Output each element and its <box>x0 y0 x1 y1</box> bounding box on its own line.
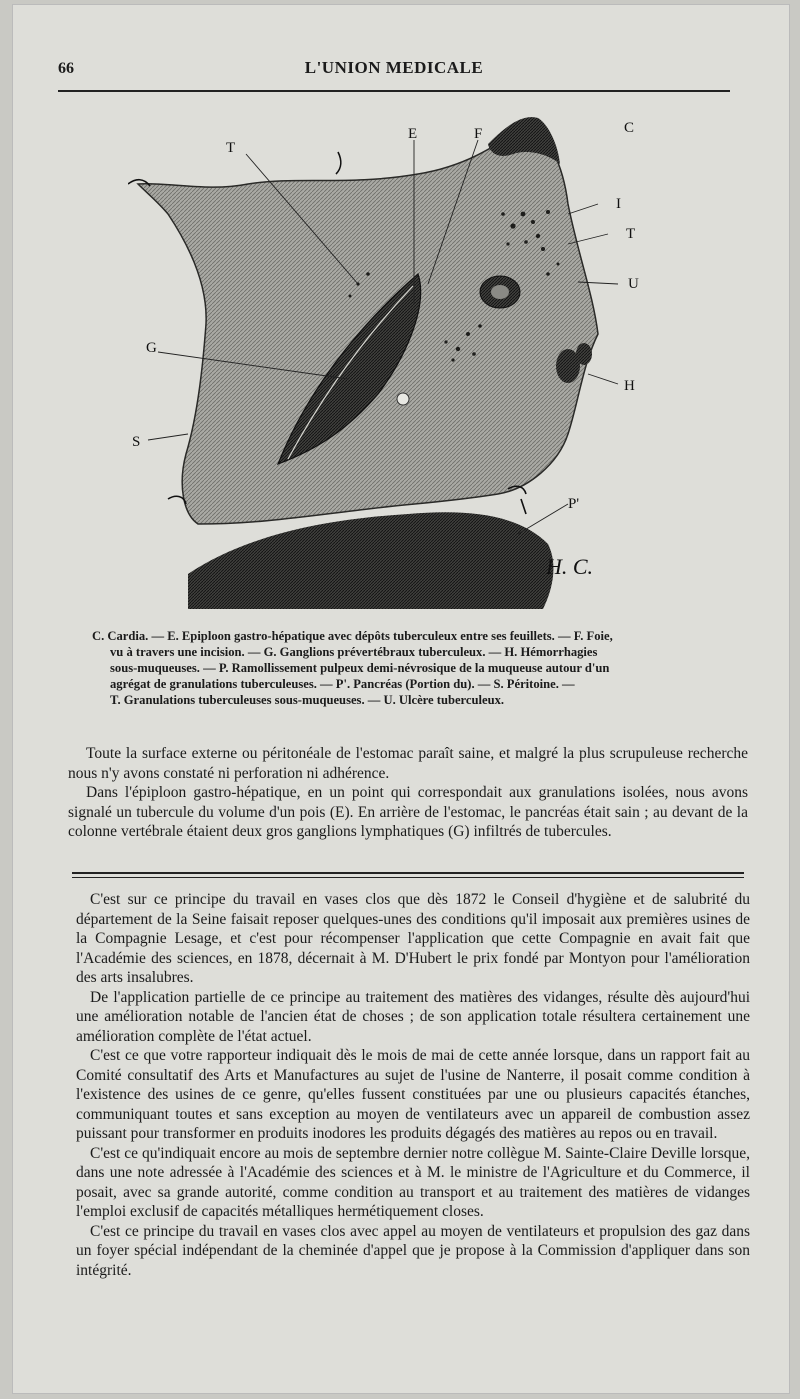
paragraph: De l'application partielle de ce principe au traitement des matières des vidanges, résulte dès aujourd'hui une amélioration notable de l'ancien état de choses ; de son application totale résultera certainement une amélioration complète de l'état actuel. <box>76 988 750 1045</box>
figure-label-t: T <box>226 140 236 156</box>
figure-label-e: E <box>408 126 418 142</box>
figure-label-u: U <box>628 276 639 292</box>
page-number: 66 <box>58 60 74 77</box>
figure-label-s: S <box>132 434 141 450</box>
header-rule <box>58 90 730 92</box>
paragraph: C'est ce qu'indiquait encore au mois de septembre dernier notre collègue M. Sainte-Claire Deville lorsque, dans une note adressée à l'Académie des sciences et à M. le ministre de l'Agriculture et du Commerce, il posait, avec sa grande autorité, comme condition au transport et au traitement des matières de vidanges l'emploi exclusif de capacités métalliques hermétiquement closes. <box>76 1144 750 1220</box>
anatomical-engraving <box>128 104 648 614</box>
caption-line: vu à travers une incision. — G. Ganglions prévertébraux tuberculeux. — H. Hémorrhagies <box>110 645 598 659</box>
caption-line: T. Granulations tuberculeuses sous-muqueuses. — U. Ulcère tuberculeux. <box>110 693 505 707</box>
pancreas-shape <box>188 512 553 609</box>
section-rule-thin <box>72 877 744 878</box>
figure-label-c: C <box>624 120 635 136</box>
engraver-signature: H. C. <box>546 554 594 579</box>
caption-line: C. Cardia. — E. Epiploon gastro-hépatique avec dépôts tuberculeux entre ses feuillets. — F. Foie, <box>92 629 613 643</box>
caption-line: sous-muqueuses. — P. Ramollissement pulpeux demi-névrosique de la muqueuse autour d'un <box>110 661 610 675</box>
figure-label-f: F <box>474 126 483 142</box>
figure-label-h: H <box>624 378 635 394</box>
figure-label-g: G <box>146 340 157 356</box>
figure-label-i: I <box>616 196 621 212</box>
paragraph: C'est ce principe du travail en vases clos avec appel au moyen de ventilateurs et propulsion des gaz dans un foyer spécial indépendant de la cheminée d'appel que je propose à la Commission d'appliquer dans son intégrité. <box>76 1222 750 1279</box>
figure-caption <box>92 628 732 708</box>
figure-label-p-prime: P' <box>568 496 580 512</box>
running-title: L'UNION MEDICALE <box>304 58 484 77</box>
paragraph: C'est ce que votre rapporteur indiquait dès le mois de mai de cette année lorsque, dans un rapport fait au Comité consultatif des Arts et Manufactures au sujet de l'usine de Nanterre, il posait comme condition à l'existence des usines de ce genre, qu'elles fussent constituées par une ou plusieurs capacités étanches, communiquant toutes et sans exception au moyen de ventilateurs avec un appareil de combustion assez puissant pour transformer en produits inodores les produits dégagés des matières au repos ou en travail. <box>76 1047 750 1142</box>
paragraph: Dans l'épiploon gastro-hépatique, en un point qui correspondait aux granulations isolées, nous avons signalé un tubercule du volume d'un pois (E). En arrière de l'estomac, le pancréas était sain ; au devant de la colonne vertébrale étaient deux gros ganglions lymphatiques (G) infiltrés de tubercules. <box>68 784 748 840</box>
paragraph: Toute la surface externe ou péritonéale de l'estomac paraît saine, et malgré la plus scrupuleuse recherche nous n'y avons constaté ni perforation ni adhérence. <box>68 745 748 782</box>
article-body-medical <box>68 744 748 842</box>
caption-line: agrégat de granulations tuberculeuses. — P'. Pancréas (Portion du). — S. Péritoine. — <box>110 677 575 691</box>
page-header <box>58 56 730 86</box>
section-rule <box>72 872 744 874</box>
article-body-report <box>76 890 750 1280</box>
figure-label-t2: T <box>626 226 636 242</box>
paragraph: C'est sur ce principe du travail en vases clos que dès 1872 le Conseil d'hygiène et de salubrité du département de la Seine faisait reposer quelques-unes des conditions qu'il imposait aux premières usines de la Compagnie Lesage, et c'est pour récompenser l'application que cette Compagnie en avait fait que l'Académie des sciences, en 1878, décernait à M. D'Hubert le prix fondé par Montyon pour l'amélioration des arts insalubres. <box>76 891 750 986</box>
stomach-illustration <box>128 104 648 614</box>
